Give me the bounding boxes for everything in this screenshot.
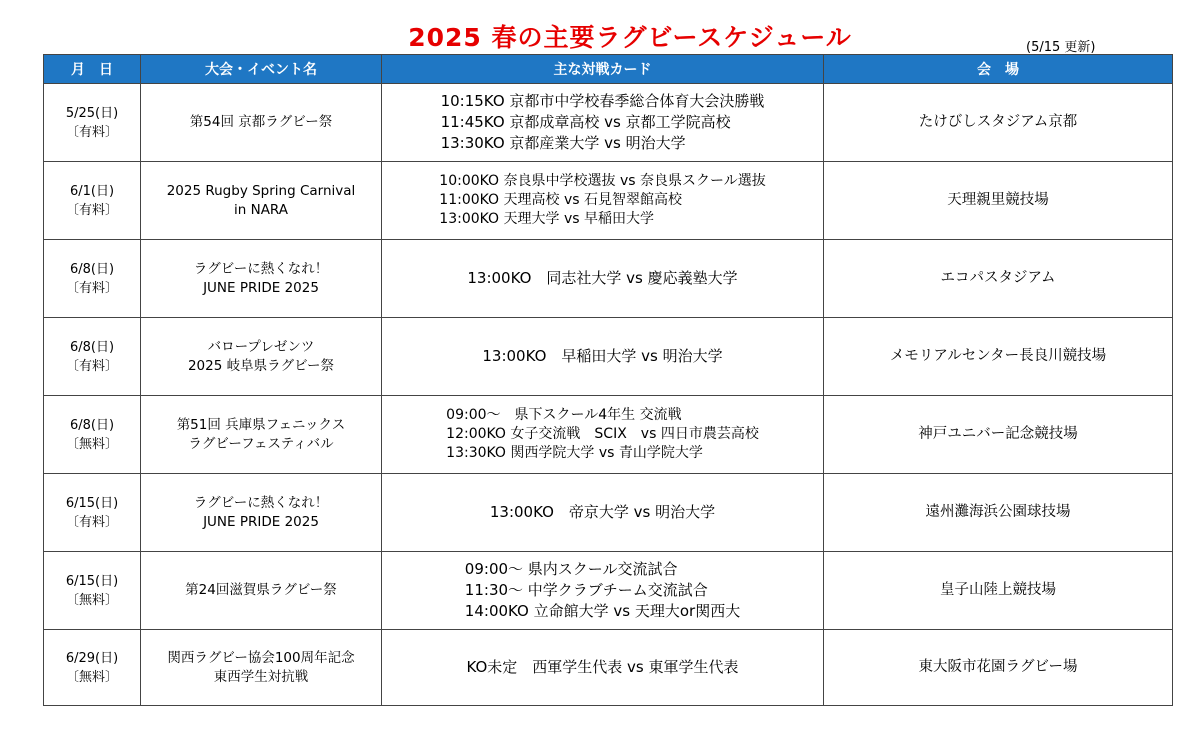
date-cell bbox=[44, 162, 141, 240]
match-list bbox=[446, 406, 759, 463]
match-list bbox=[441, 91, 765, 154]
match-line: 10:15KO 京都市中学校春季総合体育大会決勝戦 bbox=[440, 91, 765, 110]
event-name: 2025 Rugby Spring Carnival bbox=[166, 182, 356, 199]
date-cell bbox=[44, 552, 141, 630]
table-row bbox=[44, 84, 1173, 162]
date-text: 6/8(日) bbox=[69, 339, 115, 355]
table-row bbox=[44, 318, 1173, 396]
event-cell bbox=[141, 396, 382, 474]
venue-cell: 天理親里競技場 bbox=[824, 162, 1173, 240]
header-date: 月 日 bbox=[44, 55, 141, 84]
fee-text: 〔有料〕 bbox=[65, 514, 118, 530]
fee-text: 〔有料〕 bbox=[65, 124, 118, 140]
matches-cell bbox=[382, 396, 824, 474]
event-cell bbox=[141, 474, 382, 552]
matches-cell bbox=[382, 162, 824, 240]
venue-cell: 皇子山陸上競技場 bbox=[824, 552, 1173, 630]
table-row bbox=[44, 396, 1173, 474]
event-cell bbox=[141, 318, 382, 396]
date-cell bbox=[44, 240, 141, 318]
event-name: ラグビーフェスティバル bbox=[188, 435, 334, 452]
page-title: 2025 春の主要ラグビースケジュール bbox=[408, 23, 852, 52]
date-text: 6/8(日) bbox=[69, 261, 115, 277]
date-cell bbox=[44, 396, 141, 474]
matches-cell: 13:00KO 帝京大学 vs 明治大学 bbox=[382, 474, 824, 552]
fee-text: 〔無料〕 bbox=[65, 592, 118, 608]
matches-cell: 13:00KO 同志社大学 vs 慶応義塾大学 bbox=[382, 240, 824, 318]
table-row bbox=[44, 630, 1173, 706]
match-line: 13:00KO 天理大学 vs 早稲田大学 bbox=[439, 210, 654, 227]
match-line: 14:00KO 立命館大学 vs 天理大or関西大 bbox=[464, 601, 741, 620]
match-line: 11:30～ 中学クラブチーム交流試合 bbox=[464, 580, 708, 599]
match-line: 11:00KO 天理高校 vs 石見智翠館高校 bbox=[439, 191, 682, 208]
event-name: 2025 岐阜県ラグビー祭 bbox=[187, 357, 335, 374]
event-name: JUNE PRIDE 2025 bbox=[203, 279, 319, 296]
date-cell bbox=[44, 84, 141, 162]
matches-cell bbox=[382, 552, 824, 630]
event-name: 関西ラグビー協会100周年記念 bbox=[167, 649, 355, 666]
date-text: 6/1(日) bbox=[69, 183, 115, 199]
event-name: 第24回滋賀県ラグビー祭 bbox=[185, 582, 337, 598]
event-name: 第51回 兵庫県フェニックス bbox=[176, 416, 346, 433]
schedule-table bbox=[43, 54, 1173, 706]
date-text: 6/8(日) bbox=[69, 417, 115, 433]
matches-cell bbox=[382, 84, 824, 162]
event-cell bbox=[141, 162, 382, 240]
event-name: ラグビーに熱くなれ！ bbox=[193, 260, 329, 277]
fee-text: 〔有料〕 bbox=[65, 358, 118, 374]
venue-cell: メモリアルセンター長良川競技場 bbox=[824, 318, 1173, 396]
event-name: ラグビーに熱くなれ！ bbox=[193, 494, 329, 511]
header-matches: 主な対戦カード bbox=[382, 55, 824, 84]
date-text: 6/15(日) bbox=[65, 573, 119, 589]
venue-cell: 遠州灘海浜公園球技場 bbox=[824, 474, 1173, 552]
event-cell bbox=[141, 240, 382, 318]
venue-cell: 東大阪市花園ラグビー場 bbox=[824, 630, 1173, 706]
match-line: 09:00～ 県内スクール交流試合 bbox=[464, 559, 678, 578]
match-line: 11:45KO 京都成章高校 vs 京都工学院高校 bbox=[440, 112, 731, 131]
match-line: 13:30KO 京都産業大学 vs 明治大学 bbox=[440, 133, 686, 152]
matches-cell: 13:00KO 早稲田大学 vs 明治大学 bbox=[382, 318, 824, 396]
fee-text: 〔有料〕 bbox=[65, 202, 118, 218]
match-line: 09:00～ 県下スクール4年生 交流戦 bbox=[446, 406, 682, 423]
venue-cell: たけびしスタジアム京都 bbox=[824, 84, 1173, 162]
date-text: 5/25(日) bbox=[65, 105, 119, 121]
event-name: JUNE PRIDE 2025 bbox=[203, 513, 319, 530]
matches-cell: KO未定 西軍学生代表 vs 東軍学生代表 bbox=[382, 630, 824, 706]
date-text: 6/29(日) bbox=[65, 650, 119, 666]
header-event: 大会・イベント名 bbox=[141, 55, 382, 84]
date-cell bbox=[44, 318, 141, 396]
table-row bbox=[44, 162, 1173, 240]
table-row bbox=[44, 552, 1173, 630]
table-row bbox=[44, 474, 1173, 552]
table-header-row bbox=[44, 55, 1173, 84]
update-date: (5/15 更新) bbox=[1026, 40, 1096, 55]
date-cell bbox=[44, 474, 141, 552]
fee-text: 〔無料〕 bbox=[65, 669, 118, 685]
header-venue: 会 場 bbox=[824, 55, 1173, 84]
match-line: 10:00KO 奈良県中学校選抜 vs 奈良県スクール選抜 bbox=[439, 172, 766, 189]
date-cell bbox=[44, 630, 141, 706]
event-name: in NARA bbox=[234, 201, 288, 218]
date-text: 6/15(日) bbox=[65, 495, 119, 511]
event-name: 第54回 京都ラグビー祭 bbox=[189, 114, 333, 130]
venue-cell: 神戸ユニバー記念競技場 bbox=[824, 396, 1173, 474]
match-line: 13:30KO 関西学院大学 vs 青山学院大学 bbox=[446, 444, 703, 461]
event-cell bbox=[141, 630, 382, 706]
fee-text: 〔有料〕 bbox=[65, 280, 118, 296]
table-row bbox=[44, 240, 1173, 318]
event-name: 東西学生対抗戦 bbox=[213, 668, 309, 685]
venue-cell: エコパスタジアム bbox=[824, 240, 1173, 318]
match-list bbox=[465, 559, 740, 622]
match-line: 12:00KO 女子交流戦 SCIX vs 四日市農芸高校 bbox=[446, 425, 759, 442]
match-list bbox=[439, 172, 765, 229]
event-name: バロープレゼンツ bbox=[207, 338, 315, 355]
event-cell bbox=[141, 552, 382, 630]
fee-text: 〔無料〕 bbox=[65, 436, 118, 452]
event-cell bbox=[141, 84, 382, 162]
